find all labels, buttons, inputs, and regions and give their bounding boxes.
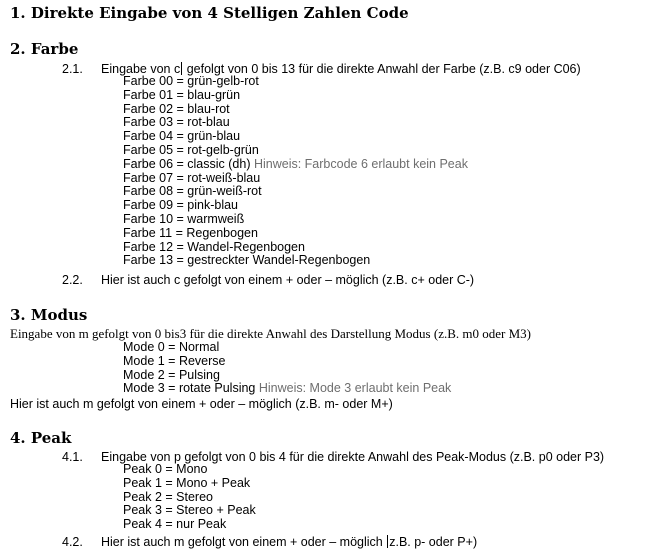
list-item: [123, 382, 451, 396]
list-item: Farbe 05 = rot-gelb-grün: [123, 142, 259, 157]
mode-list: [123, 341, 451, 396]
item-2-1-text-b: gefolgt von 0 bis 13 für die direkte Anwahl der Farbe (z.B. c9 oder C06): [183, 62, 581, 76]
item-4-2-text-b: z.B. p- oder P+): [389, 535, 478, 549]
list-item: [123, 158, 468, 172]
peak-list: [123, 463, 256, 532]
list-item: Farbe 00 = grün-gelb-rot: [123, 74, 259, 88]
list-item: Peak 0 = Mono: [123, 462, 208, 476]
section-1-heading: 1. Direkte Eingabe von 4 Stelligen Zahlen Code: [10, 4, 409, 22]
mode-3-label: Mode 3 = rotate Pulsing: [123, 381, 256, 396]
list-item: Farbe 13 = gestreckter Wandel-Regenbogen: [123, 253, 371, 268]
list-item: Farbe 12 = Wandel-Regenbogen: [123, 239, 305, 254]
list-item: Farbe 08 = grün-weiß-rot: [123, 184, 262, 199]
section-3-intro: Eingabe von m gefolgt von 0 bis3 für die direkte Anwahl des Darstellung Modus (z.B. m0 oder M3): [10, 326, 531, 341]
section-4-heading: 4. Peak: [10, 429, 72, 447]
list-item: Farbe 01 = blau-grün: [123, 87, 241, 102]
list-item: Peak 3 = Stereo + Peak: [123, 503, 256, 518]
item-4-1-number: 4.1.: [62, 450, 83, 464]
mode-3-hint: Hinweis: Mode 3 erlaubt kein Peak: [255, 381, 452, 396]
item-4-1-text: Eingabe von p gefolgt von 0 bis 4 für die direkte Anwahl des Peak-Modus (z.B. p0 oder P3): [101, 450, 605, 464]
list-item: Peak 2 = Stereo: [123, 489, 213, 504]
item-2-1-number: 2.1.: [62, 62, 83, 76]
list-item: Farbe 04 = grün-blau: [123, 129, 241, 144]
list-item: Farbe 03 = rot-blau: [123, 115, 230, 130]
item-2-1-text-a: Eingabe von c: [101, 62, 181, 76]
list-item: Peak 4 = nur Peak: [123, 517, 227, 532]
list-item: Mode 1 = Reverse: [123, 353, 226, 368]
list-item: Peak 1 = Mono + Peak: [123, 475, 251, 490]
list-item: Mode 2 = Pulsing: [123, 367, 220, 382]
list-item: Farbe 07 = rot-weiß-blau: [123, 170, 261, 185]
section-3-outro: Hier ist auch m gefolgt von einem + oder – möglich (z.B. m- oder M+): [10, 397, 393, 411]
list-item: Farbe 09 = pink-blau: [123, 198, 239, 213]
list-item: Farbe 10 = warmweiß: [123, 211, 245, 226]
section-3-heading: 3. Modus: [10, 306, 88, 324]
color-06-label: Farbe 06 = classic (dh): [123, 156, 251, 171]
list-item: Mode 0 = Normal: [123, 340, 220, 354]
list-item: Farbe 11 = Regenbogen: [123, 225, 258, 240]
item-4-2-text-a: Hier ist auch m gefolgt von einem + oder – möglich: [101, 535, 387, 549]
section-2-heading: 2. Farbe: [10, 40, 79, 58]
item-2-2-number: 2.2.: [62, 273, 83, 287]
item-4-2-number: 4.2.: [62, 535, 83, 549]
list-item: Farbe 02 = blau-rot: [123, 101, 230, 116]
item-2-2-text: Hier ist auch c gefolgt von einem + oder – möglich (z.B. c+ oder C-): [101, 273, 475, 287]
color-06-hint: Hinweis: Farbcode 6 erlaubt kein Peak: [250, 156, 468, 171]
color-list: [123, 75, 468, 268]
item-4-2-text: [101, 535, 477, 549]
